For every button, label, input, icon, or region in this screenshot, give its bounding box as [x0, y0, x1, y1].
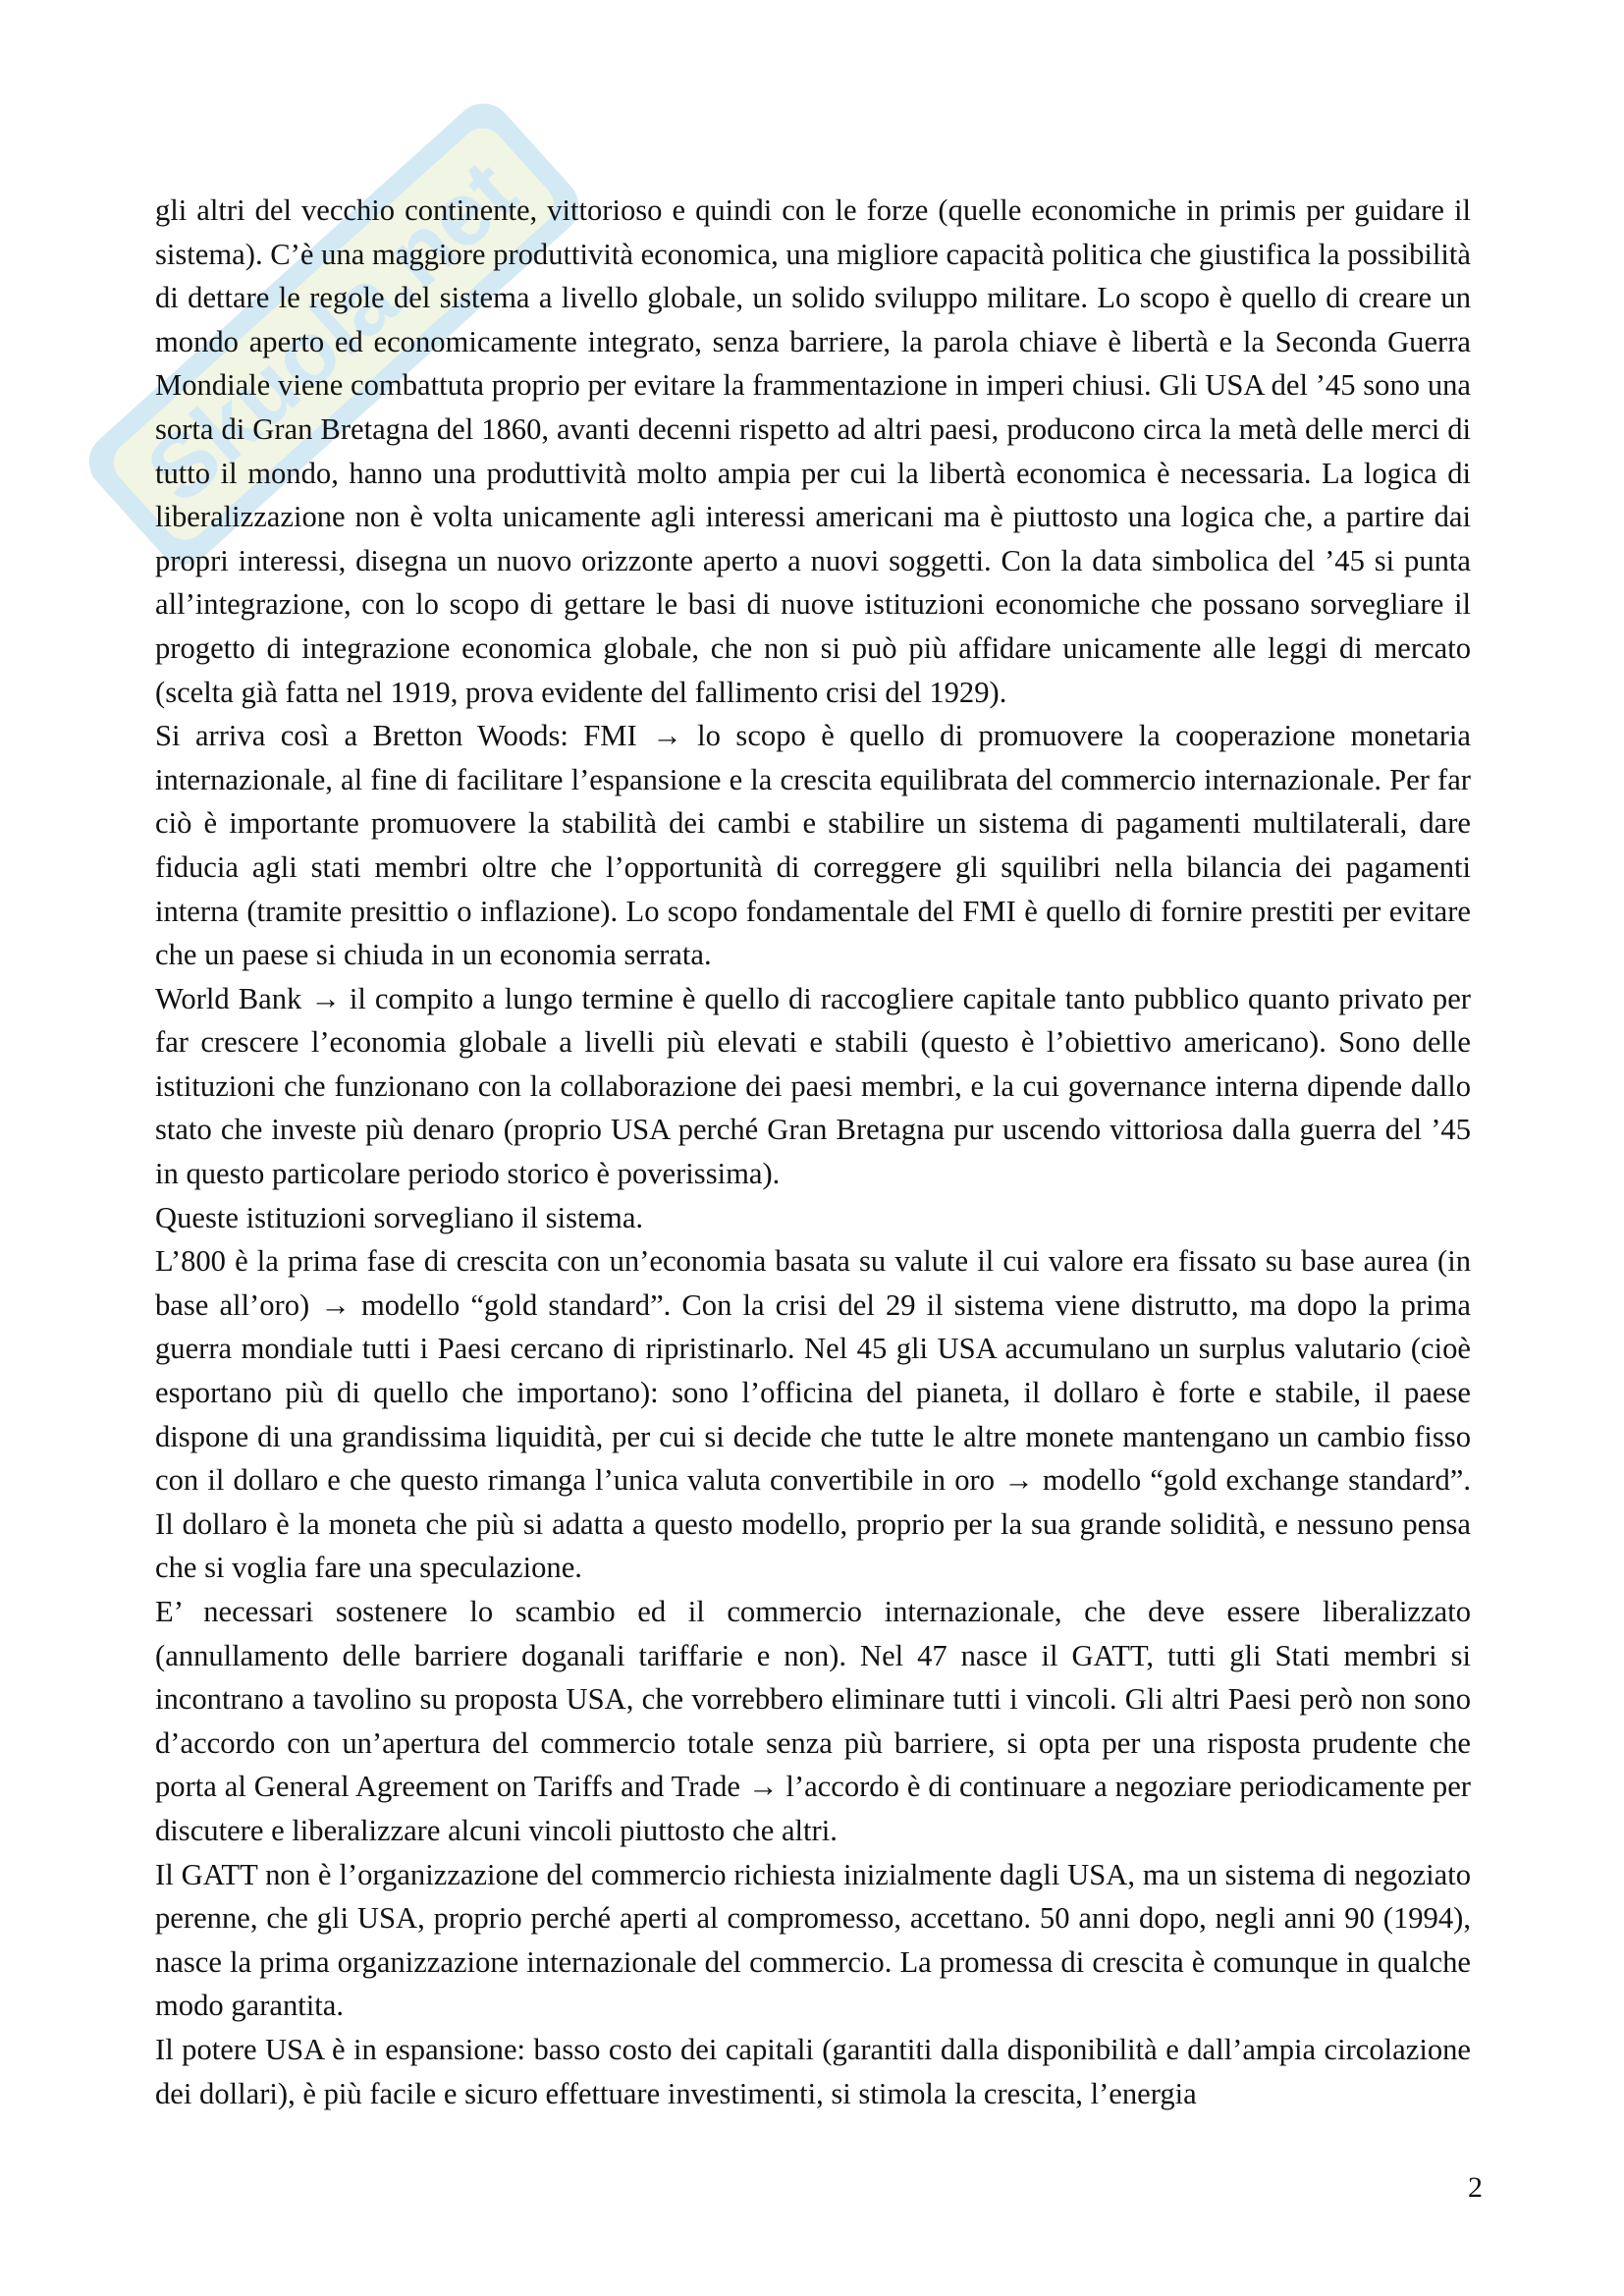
paragraph: Il potere USA è in espansione: basso costo dei capitali (garantiti dalla disponibilità e dall’ampia circolazione dei dollari), è più facile e sicuro effettuare investimenti, si stimola la crescita, l’energia [155, 2032, 1471, 2110]
document-page [155, 189, 1471, 2115]
paragraph: E’ necessari sostenere lo scambio ed il commercio internazionale, che deve essere liberalizzato (annullamento delle barriere doganali tariffarie e non). Nel 47 nasce il GATT, tutti gli Stati membri si incontrano a tavolino su proposta USA, che vorrebbero eliminare tutti i vincoli. Gli altri Paesi però non sono d’accordo con un’apertura del commercio totale senza più barriere, si opta per una risposta prudente che porta al General Agreement on Tariffs and Trade → l’accordo è di continuare a negoziare periodicamente per discutere e liberalizzare alcuni vincoli piuttosto che altri. [155, 1595, 1471, 1847]
paragraph: Si arriva così a Bretton Woods: FMI → lo scopo è quello di promuovere la cooperazione monetaria internazionale, al fine di facilitare l’espansione e la crescita equilibrata del commercio internazionale. Per far ciò è importante promuovere la stabilità dei cambi e stabilire un sistema di pagamenti multilaterali, dare fiducia agli stati membri oltre che l’opportunità di correggere gli squilibri nella bilancia dei pagamenti interna (tramite presittio o inflazione). Lo scopo fondamentale del FMI è quello di fornire prestiti per evitare che un paese si chiuda in un economia serrata. [155, 719, 1471, 972]
paragraph: Il GATT non è l’organizzazione del commercio richiesta inizialmente dagli USA, ma un sistema di negoziato perenne, che gli USA, proprio perché aperti al compromesso, accettano. 50 anni dopo, negli anni 90 (1994), nasce la prima organizzazione internazionale del commercio. La promessa di crescita è comunque in qualche modo garantita. [155, 1857, 1471, 2023]
paragraph: World Bank → il compito a lungo termine è quello di raccogliere capitale tanto pubblico quanto privato per far crescere l’economia globale a livelli più elevati e stabili (questo è l’obiettivo americano). Sono delle istituzioni che funzionano con la collaborazione dei paesi membri, e la cui governance interna dipende dallo stato che investe più denaro (proprio USA perché Gran Bretagna pur uscendo vittoriosa dalla guerra del ’45 in questo particolare periodo storico è poverissima). [155, 981, 1471, 1191]
paragraph: gli altri del vecchio continente, vittorioso e quindi con le forze (quelle economiche in primis per guidare il sistema). C’è una maggiore produttività economica, una migliore capacità politica che giustifica la possibilità di dettare le regole del sistema a livello globale, un solido sviluppo militare. Lo scopo è quello di creare un mondo aperto ed economicamente integrato, senza barriere, la parola chiave è libertà e la Seconda Guerra Mondiale viene combattuta proprio per evitare la frammentazione in imperi chiusi. Gli USA del ’45 sono una sorta di Gran Bretagna del 1860, avanti decenni rispetto ad altri paesi, producono circa la metà delle merci di tutto il mondo, hanno una produttività molto ampia per cui la libertà economica è necessaria. La logica di liberalizzazione non è volta unicamente agli interessi americani ma è piuttosto una logica che, a partire dai propri interessi, disegna un nuovo orizzonte aperto a nuovi soggetti. Con la data simbolica del ’45 si punta all’integrazione, con lo scopo di gettare le basi di nuove istituzioni economiche che possano sorvegliare il progetto di integrazione economica globale, che non si può più affidare unicamente alle leggi di mercato (scelta già fatta nel 1919, prova evidente del fallimento crisi del 1929). [155, 193, 1471, 709]
paragraph: Queste istituzioni sorvegliano il sistema. [155, 1200, 644, 1234]
watermark-text: Skuola.net [129, 141, 535, 522]
paragraph: L’800 è la prima fase di crescita con un’economia basata su valute il cui valore era fissato su base aurea (in base all’oro) → modello “gold standard”. Con la crisi del 29 il sistema viene distrutto, ma dopo la prima guerra mondiale tutti i Paesi cercano di ripristinarlo. Nel 45 gli USA accumulano un surplus valutario (cioè esportano più di quello che importano): sono l’officina del pianeta, il dollaro è forte e stabile, il paese dispone di una grandissima liquidità, per cui si decide che tutte le altre monete mantengano un cambio fisso con il dollaro e che questo rimanga l’unica valuta convertibile in oro → modello “gold exchange standard”. Il dollaro è la moneta che più si adatta a questo modello, proprio per la sua grande solidità, e nessuno pensa che si voglia fare una speculazione. [155, 1244, 1471, 1585]
page-number: 2 [1468, 2171, 1483, 2204]
